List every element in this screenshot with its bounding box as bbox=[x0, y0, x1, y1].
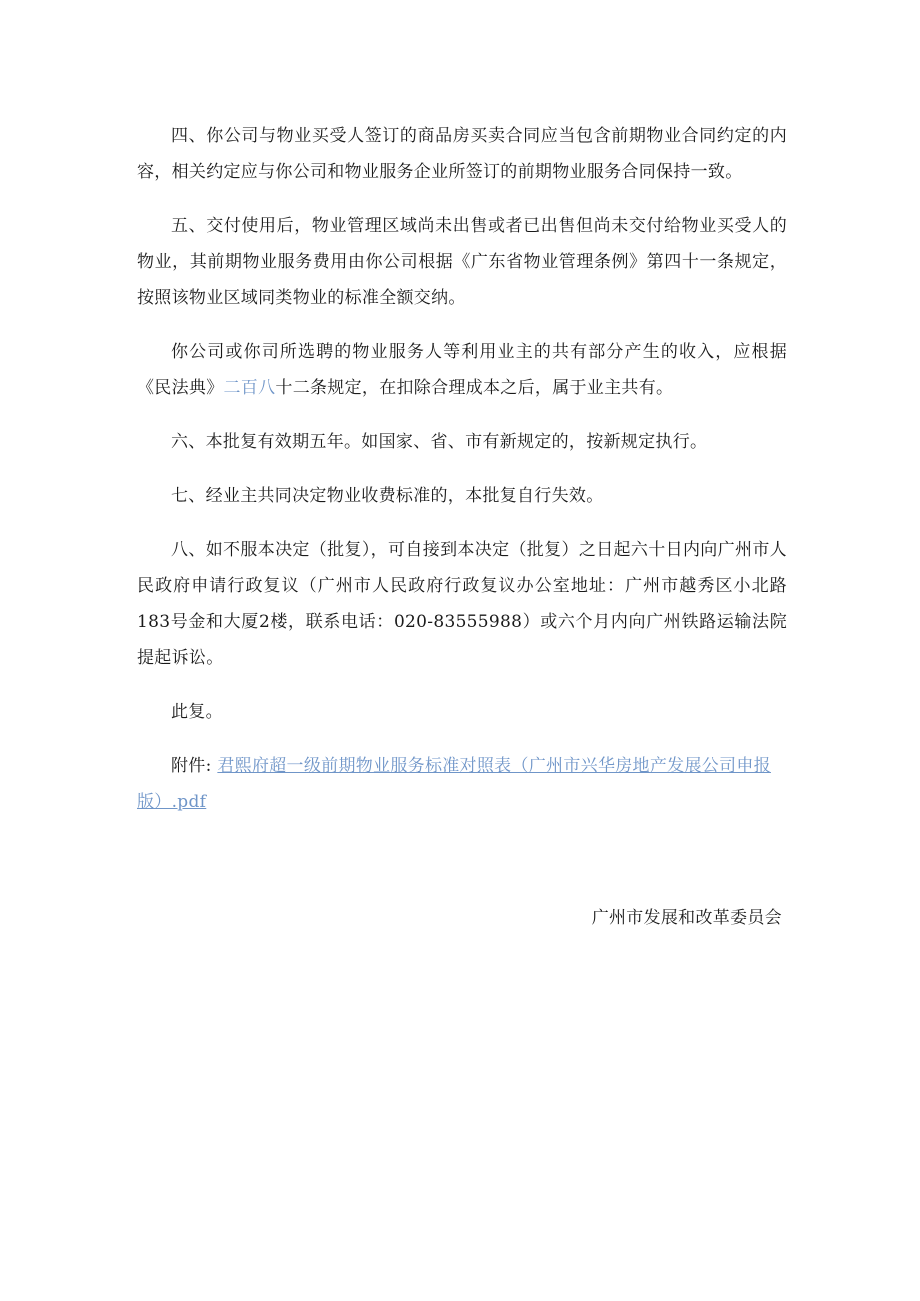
signature-issuer: 广州市发展和改革委员会 bbox=[591, 908, 782, 928]
attachment-link[interactable]: 君熙府超一级前期物业服务标准对照表（广州市兴华房地产发展公司申报版）.pdf bbox=[137, 756, 771, 812]
paragraph-7: 七、经业主共同决定物业收费标准的，本批复自行失效。 bbox=[171, 486, 604, 506]
paragraph-5-income-text-a: 你公司或你司所选聘的物业服务人等利用业主的共有部分产生的收入，应根据《民法典》 bbox=[137, 342, 787, 398]
document-body bbox=[137, 118, 787, 820]
closing-line: 此复。 bbox=[171, 702, 223, 722]
attachment-label: 附件: bbox=[171, 756, 212, 776]
paragraph-6: 六、本批复有效期五年。如国家、省、市有新规定的，按新规定执行。 bbox=[171, 432, 708, 452]
paragraph-8: 八、如不服本决定（批复），可自接到本决定（批复）之日起六十日内向广州市人民政府申请行政复议（广州市人民政府行政复议办公室地址：广州市越秀区小北路183号金和大厦2楼，联系电话：020-83555988）或六个月内向广州铁路运输法院提起诉讼。 bbox=[137, 540, 787, 668]
paragraph-5: 五、交付使用后，物业管理区域尚未出售或者已出售但尚未交付给物业买受人的物业，其前期物业服务费用由你公司根据《广东省物业管理条例》第四十一条规定，按照该物业区域同类物业的标准全额交纳。 bbox=[137, 216, 787, 308]
attachment-line bbox=[137, 748, 787, 820]
highlighted-text: 二百八 bbox=[223, 378, 276, 398]
paragraph-4: 四、你公司与物业买受人签订的商品房买卖合同应当包含前期物业合同约定的内容，相关约定应与你公司和物业服务企业所签订的前期物业服务合同保持一致。 bbox=[137, 126, 787, 182]
paragraph-5-income-text-b: 十二条规定，在扣除合理成本之后，属于业主共有。 bbox=[275, 378, 674, 398]
paragraph-5-income bbox=[137, 334, 787, 406]
